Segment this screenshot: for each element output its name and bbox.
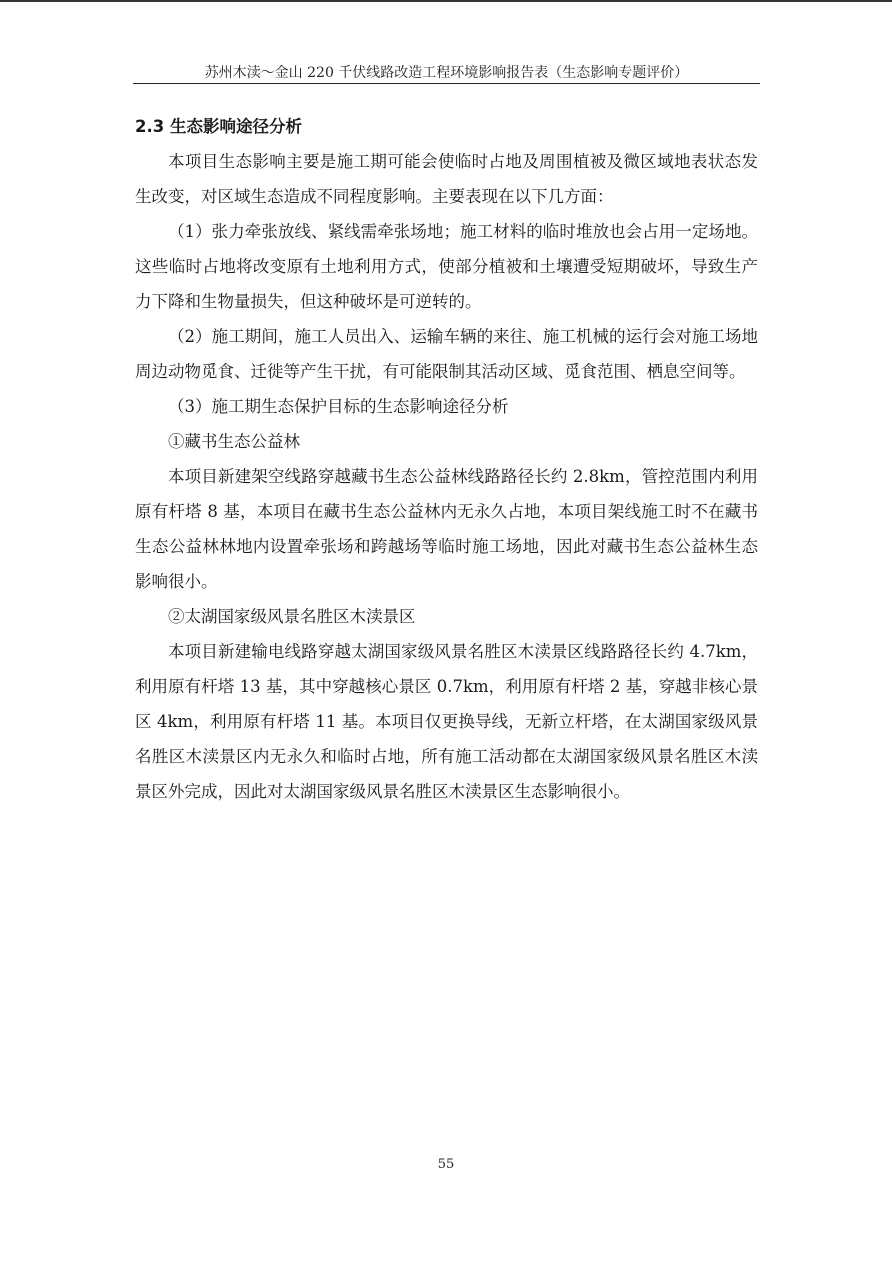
page-number: 55 bbox=[437, 1157, 455, 1172]
paragraph-item-2: （2）施工期间，施工人员出入、运输车辆的来往、施工机械的运行会对施工场地周边动物觅食、迁徙等产生干扰，有可能限制其活动区域、觅食范围、栖息空间等。 bbox=[135, 327, 758, 381]
subheading-forest: ①藏书生态公益林 bbox=[168, 432, 300, 451]
paragraph-item-1: （1）张力牵张放线、紧线需牵张场地；施工材料的临时堆放也会占用一定场地。这些临时占地将改变原有土地利用方式，使部分植被和土壤遭受短期破坏，导致生产力下降和生物量损失，但这种破坏是可逆转的。 bbox=[135, 222, 758, 311]
running-header: 苏州木渎～金山 220 千伏线路改造工程环境影响报告表（生态影响专题评价） bbox=[204, 65, 689, 81]
paragraph-scenic-area: 本项目新建输电线路穿越太湖国家级风景名胜区木渎景区线路路径长约 4.7km，利用原有杆塔 13 基，其中穿越核心景区 0.7km，利用原有杆塔 2 基，穿越非核心景区 4km，利用原有杆塔 11 基。本项目仅更换导线，无新立杆塔，在太湖国家级风景名胜区木渎景区内无永久和临时占地，所有施工活动都在太湖国家级风景名胜区木渎景区外完成，因此对太湖国家级风景名胜区木渎景区生态影响很小。 bbox=[135, 642, 758, 801]
paragraph-item-3: （3）施工期生态保护目标的生态影响途径分析 bbox=[168, 397, 509, 416]
subheading-scenic-area: ②太湖国家级风景名胜区木渎景区 bbox=[168, 607, 416, 626]
page-top-border bbox=[0, 0, 892, 2]
header-rule bbox=[133, 83, 760, 84]
paragraph-intro: 本项目生态影响主要是施工期可能会使临时占地及周围植被及微区域地表状态发生改变，对区域生态造成不同程度影响。主要表现在以下几方面： bbox=[135, 152, 758, 206]
paragraph-forest: 本项目新建架空线路穿越藏书生态公益林线路路径长约 2.8km，管控范围内利用原有杆塔 8 基，本项目在藏书生态公益林内无永久占地，本项目架线施工时不在藏书生态公益林林地内设置牵张场和跨越场等临时施工场地，因此对藏书生态公益林生态影响很小。 bbox=[135, 467, 758, 591]
document-body bbox=[135, 109, 758, 809]
section-heading: 2.3 生态影响途径分析 bbox=[135, 117, 302, 136]
